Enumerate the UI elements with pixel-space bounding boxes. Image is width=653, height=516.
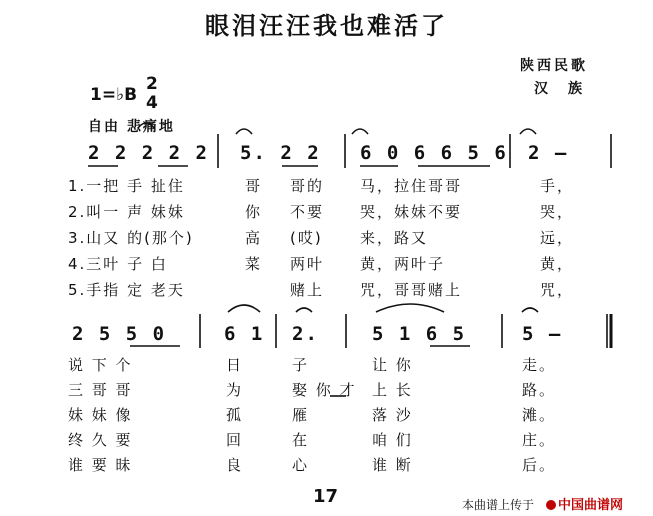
lyric-2-2d: 上 长 [372,381,413,399]
measure-1-1: 2 2 2 2 2 [88,142,209,164]
measure-1-2: 5. 2 2 [240,142,321,164]
lyric-2-3d: 落 沙 [372,406,413,424]
lyric-1-3c: (哎) [290,229,323,247]
fermata-arc [236,129,252,134]
measure-2-5: 5 – [522,323,563,345]
measure-1-4: 2 – [528,142,569,164]
lyric-2-4d: 咱 们 [372,431,413,449]
time-signature-bottom: 4 [146,93,158,113]
lyric-1-4a: 4.三叶 子 白 [68,255,168,273]
lyric-2-3e: 滩。 [522,406,557,424]
lyric-2-4e: 庄。 [522,431,557,449]
lyric-2-4a: 终 久 要 [68,431,133,449]
slur [376,304,444,312]
lyric-1-3a: 3.山又 的(那个) [68,229,194,247]
slur [228,305,260,312]
lyric-1-1d: 马，拉住哥哥 [360,177,463,195]
lyric-2-2c: 娶 你 才 [292,381,357,399]
lyric-2-5c: 心 [292,456,310,474]
lyric-1-1a: 1.一把 手 扯住 [68,177,185,195]
lyric-2-2a: 三 哥 哥 [68,381,133,399]
lyric-2-1e: 走。 [522,356,557,374]
measure-2-4: 5 1 6 5 [372,323,467,345]
lyric-1-2a: 2.叫一 声 妹妹 [68,203,185,221]
lyric-2-4b: 回 [226,431,244,449]
measure-1-3: 6 0 6 6 5 6 [360,142,508,164]
lyric-1-2c: 不要 [290,203,325,221]
lyric-2-1c: 子 [292,356,310,374]
lyric-1-2e: 哭， [540,203,575,221]
lyric-1-1b: 哥 [245,177,263,195]
key-signature: 1=♭B [90,85,138,105]
footer-text: 本曲谱上传于 [462,498,535,512]
fermata-arc [352,129,368,134]
lyric-1-5e: 咒， [540,281,575,299]
fermata-arc [296,308,312,312]
lyric-2-1d: 让 你 [372,356,413,374]
lyric-2-5d: 谁 断 [372,456,413,474]
lyric-1-3b: 高 [245,229,263,247]
lyric-2-5e: 后。 [522,456,557,474]
lyric-1-2d: 哭，妹妹不要 [360,203,463,221]
lyric-1-4c: 两叶 [290,255,325,273]
source-ethnicity: 汉 族 [534,81,585,97]
lyric-1-5c: 赌上 [290,281,325,299]
lyric-2-3c: 雁 [292,406,310,424]
logo-icon [546,500,556,510]
lyric-1-5d: 咒，哥哥赌上 [360,281,463,299]
lyric-1-3e: 远， [540,229,575,247]
lyric-1-4e: 黄， [540,255,575,273]
lyric-1-4d: 黄，两叶子 [360,255,446,273]
song-title: 眼泪汪汪我也难活了 [205,12,448,40]
lyric-2-1b: 日 [226,356,244,374]
site-logo [546,494,623,513]
measure-2-3: 2. [292,323,319,345]
lyric-1-5a: 5.手指 定 老天 [68,281,185,299]
lyric-1-1c: 哥的 [290,177,325,195]
source-region: 陕西民歌 [520,58,588,74]
lyric-1-3d: 来，路又 [360,229,429,247]
lyric-2-3b: 孤 [226,406,244,424]
fermata-arc [520,129,536,134]
time-signature-top: 2 [146,74,158,94]
measure-2-2: 6 1 [224,323,265,345]
lyric-2-2b: 为 [226,381,244,399]
lyric-2-1a: 说 下 个 [68,356,133,374]
measure-2-1: 2 5 5 0 [72,323,167,345]
lyric-2-4c: 在 [292,431,310,449]
fermata-arc [522,308,538,312]
lyric-1-2b: 你 [245,203,263,221]
lyric-2-5a: 谁 要 昧 [68,456,133,474]
lyric-2-5b: 良 [226,456,244,474]
lyric-2-2e: 路。 [522,381,557,399]
page-number: 17 [313,486,339,507]
lyric-1-4b: 菜 [245,255,263,273]
lyric-2-3a: 妹 妹 像 [68,406,133,424]
lyric-1-1e: 手， [540,177,575,195]
tempo-marking: 自由 悲痛地 [88,119,175,135]
site-logo-label: 中国曲谱网 [558,498,624,513]
